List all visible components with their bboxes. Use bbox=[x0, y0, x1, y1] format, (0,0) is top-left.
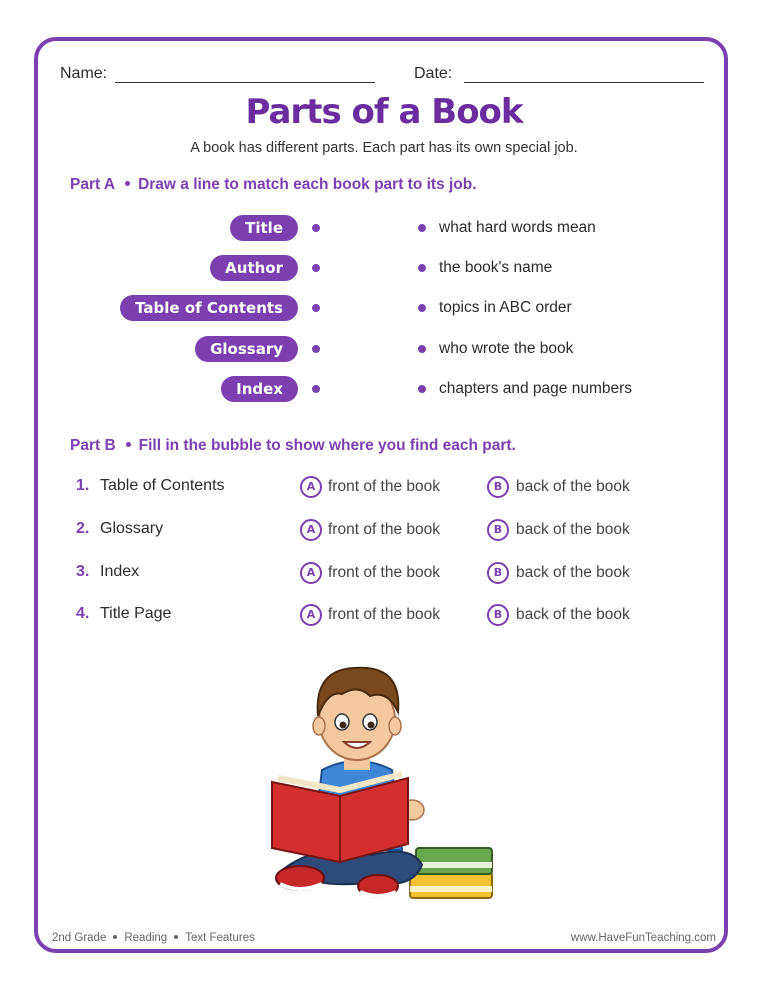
job-text: the book's name bbox=[439, 259, 553, 276]
part-a-instruction: Draw a line to match each book part to its job. bbox=[138, 176, 477, 193]
bubble-a[interactable]: A bbox=[300, 476, 322, 498]
part-pill-table-of-contents: Table of Contents bbox=[120, 295, 298, 321]
option-a-text: front of the book bbox=[328, 564, 441, 581]
bubble-a[interactable]: A bbox=[300, 562, 322, 584]
page-subtitle: A book has different parts. Each part has its own special job. bbox=[190, 140, 578, 156]
part-pill-index: Index bbox=[221, 376, 298, 402]
name-blank[interactable] bbox=[115, 64, 375, 83]
option-b-text: back of the book bbox=[516, 606, 630, 623]
part-b-heading bbox=[70, 437, 516, 455]
name-label: Name: bbox=[60, 65, 108, 82]
date-field[interactable] bbox=[414, 64, 704, 83]
bullet-icon bbox=[125, 181, 130, 186]
footer-tag: Text Features bbox=[185, 932, 255, 944]
question-number: 2. bbox=[76, 520, 90, 537]
job-text: what hard words mean bbox=[439, 219, 596, 236]
name-field[interactable] bbox=[60, 64, 375, 83]
bullet-icon bbox=[113, 935, 117, 939]
match-dot-right[interactable] bbox=[418, 304, 426, 312]
bubble-a[interactable]: A bbox=[300, 519, 322, 541]
match-dot-left[interactable] bbox=[312, 224, 320, 232]
match-dot-left[interactable] bbox=[312, 345, 320, 353]
bullet-icon bbox=[174, 935, 178, 939]
footer-tags bbox=[52, 932, 255, 944]
date-label: Date: bbox=[414, 65, 453, 82]
match-dot-right[interactable] bbox=[418, 224, 426, 232]
match-dot-right[interactable] bbox=[418, 264, 426, 272]
part-b-instruction: Fill in the bubble to show where you find each part. bbox=[138, 437, 516, 454]
part-pill-glossary: Glossary bbox=[195, 336, 298, 362]
bullet-icon bbox=[126, 442, 131, 447]
match-dot-left[interactable] bbox=[312, 304, 320, 312]
question-text: Glossary bbox=[100, 520, 164, 537]
match-dot-right[interactable] bbox=[418, 345, 426, 353]
bubble-b[interactable]: B bbox=[487, 476, 509, 498]
question-number: 1. bbox=[76, 477, 90, 494]
bubble-b[interactable]: B bbox=[487, 519, 509, 541]
match-dot-right[interactable] bbox=[418, 385, 426, 393]
footer-tag: 2nd Grade bbox=[52, 932, 107, 944]
option-a-text: front of the book bbox=[328, 478, 441, 495]
bubble-a[interactable]: A bbox=[300, 604, 322, 626]
question-text: Index bbox=[100, 563, 140, 580]
footer-tag: Reading bbox=[124, 932, 168, 944]
part-a-label: Part A bbox=[70, 176, 116, 193]
job-text: who wrote the book bbox=[439, 340, 574, 357]
question-text: Title Page bbox=[100, 605, 172, 622]
part-pill-author: Author bbox=[210, 255, 298, 281]
option-a-text: front of the book bbox=[328, 521, 441, 538]
part-b-label: Part B bbox=[70, 437, 116, 454]
match-dot-left[interactable] bbox=[312, 264, 320, 272]
question-number: 4. bbox=[76, 605, 90, 622]
bubble-b[interactable]: B bbox=[487, 604, 509, 626]
bubble-b[interactable]: B bbox=[487, 562, 509, 584]
book-stack-icon bbox=[410, 848, 492, 898]
part-a-heading bbox=[70, 176, 477, 194]
date-blank[interactable] bbox=[464, 64, 704, 83]
part-pill-title: Title bbox=[230, 215, 298, 241]
page-title: Parts of a Book bbox=[245, 92, 523, 132]
option-b-text: back of the book bbox=[516, 564, 630, 581]
question-number: 3. bbox=[76, 563, 90, 580]
question-text: Table of Contents bbox=[100, 477, 225, 494]
option-b-text: back of the book bbox=[516, 521, 630, 538]
boy-reading-illustration bbox=[262, 650, 512, 910]
footer-site: www.HaveFunTeaching.com bbox=[570, 932, 716, 944]
option-a-text: front of the book bbox=[328, 606, 441, 623]
job-text: chapters and page numbers bbox=[439, 380, 633, 397]
match-dot-left[interactable] bbox=[312, 385, 320, 393]
job-text: topics in ABC order bbox=[439, 299, 572, 316]
option-b-text: back of the book bbox=[516, 478, 630, 495]
